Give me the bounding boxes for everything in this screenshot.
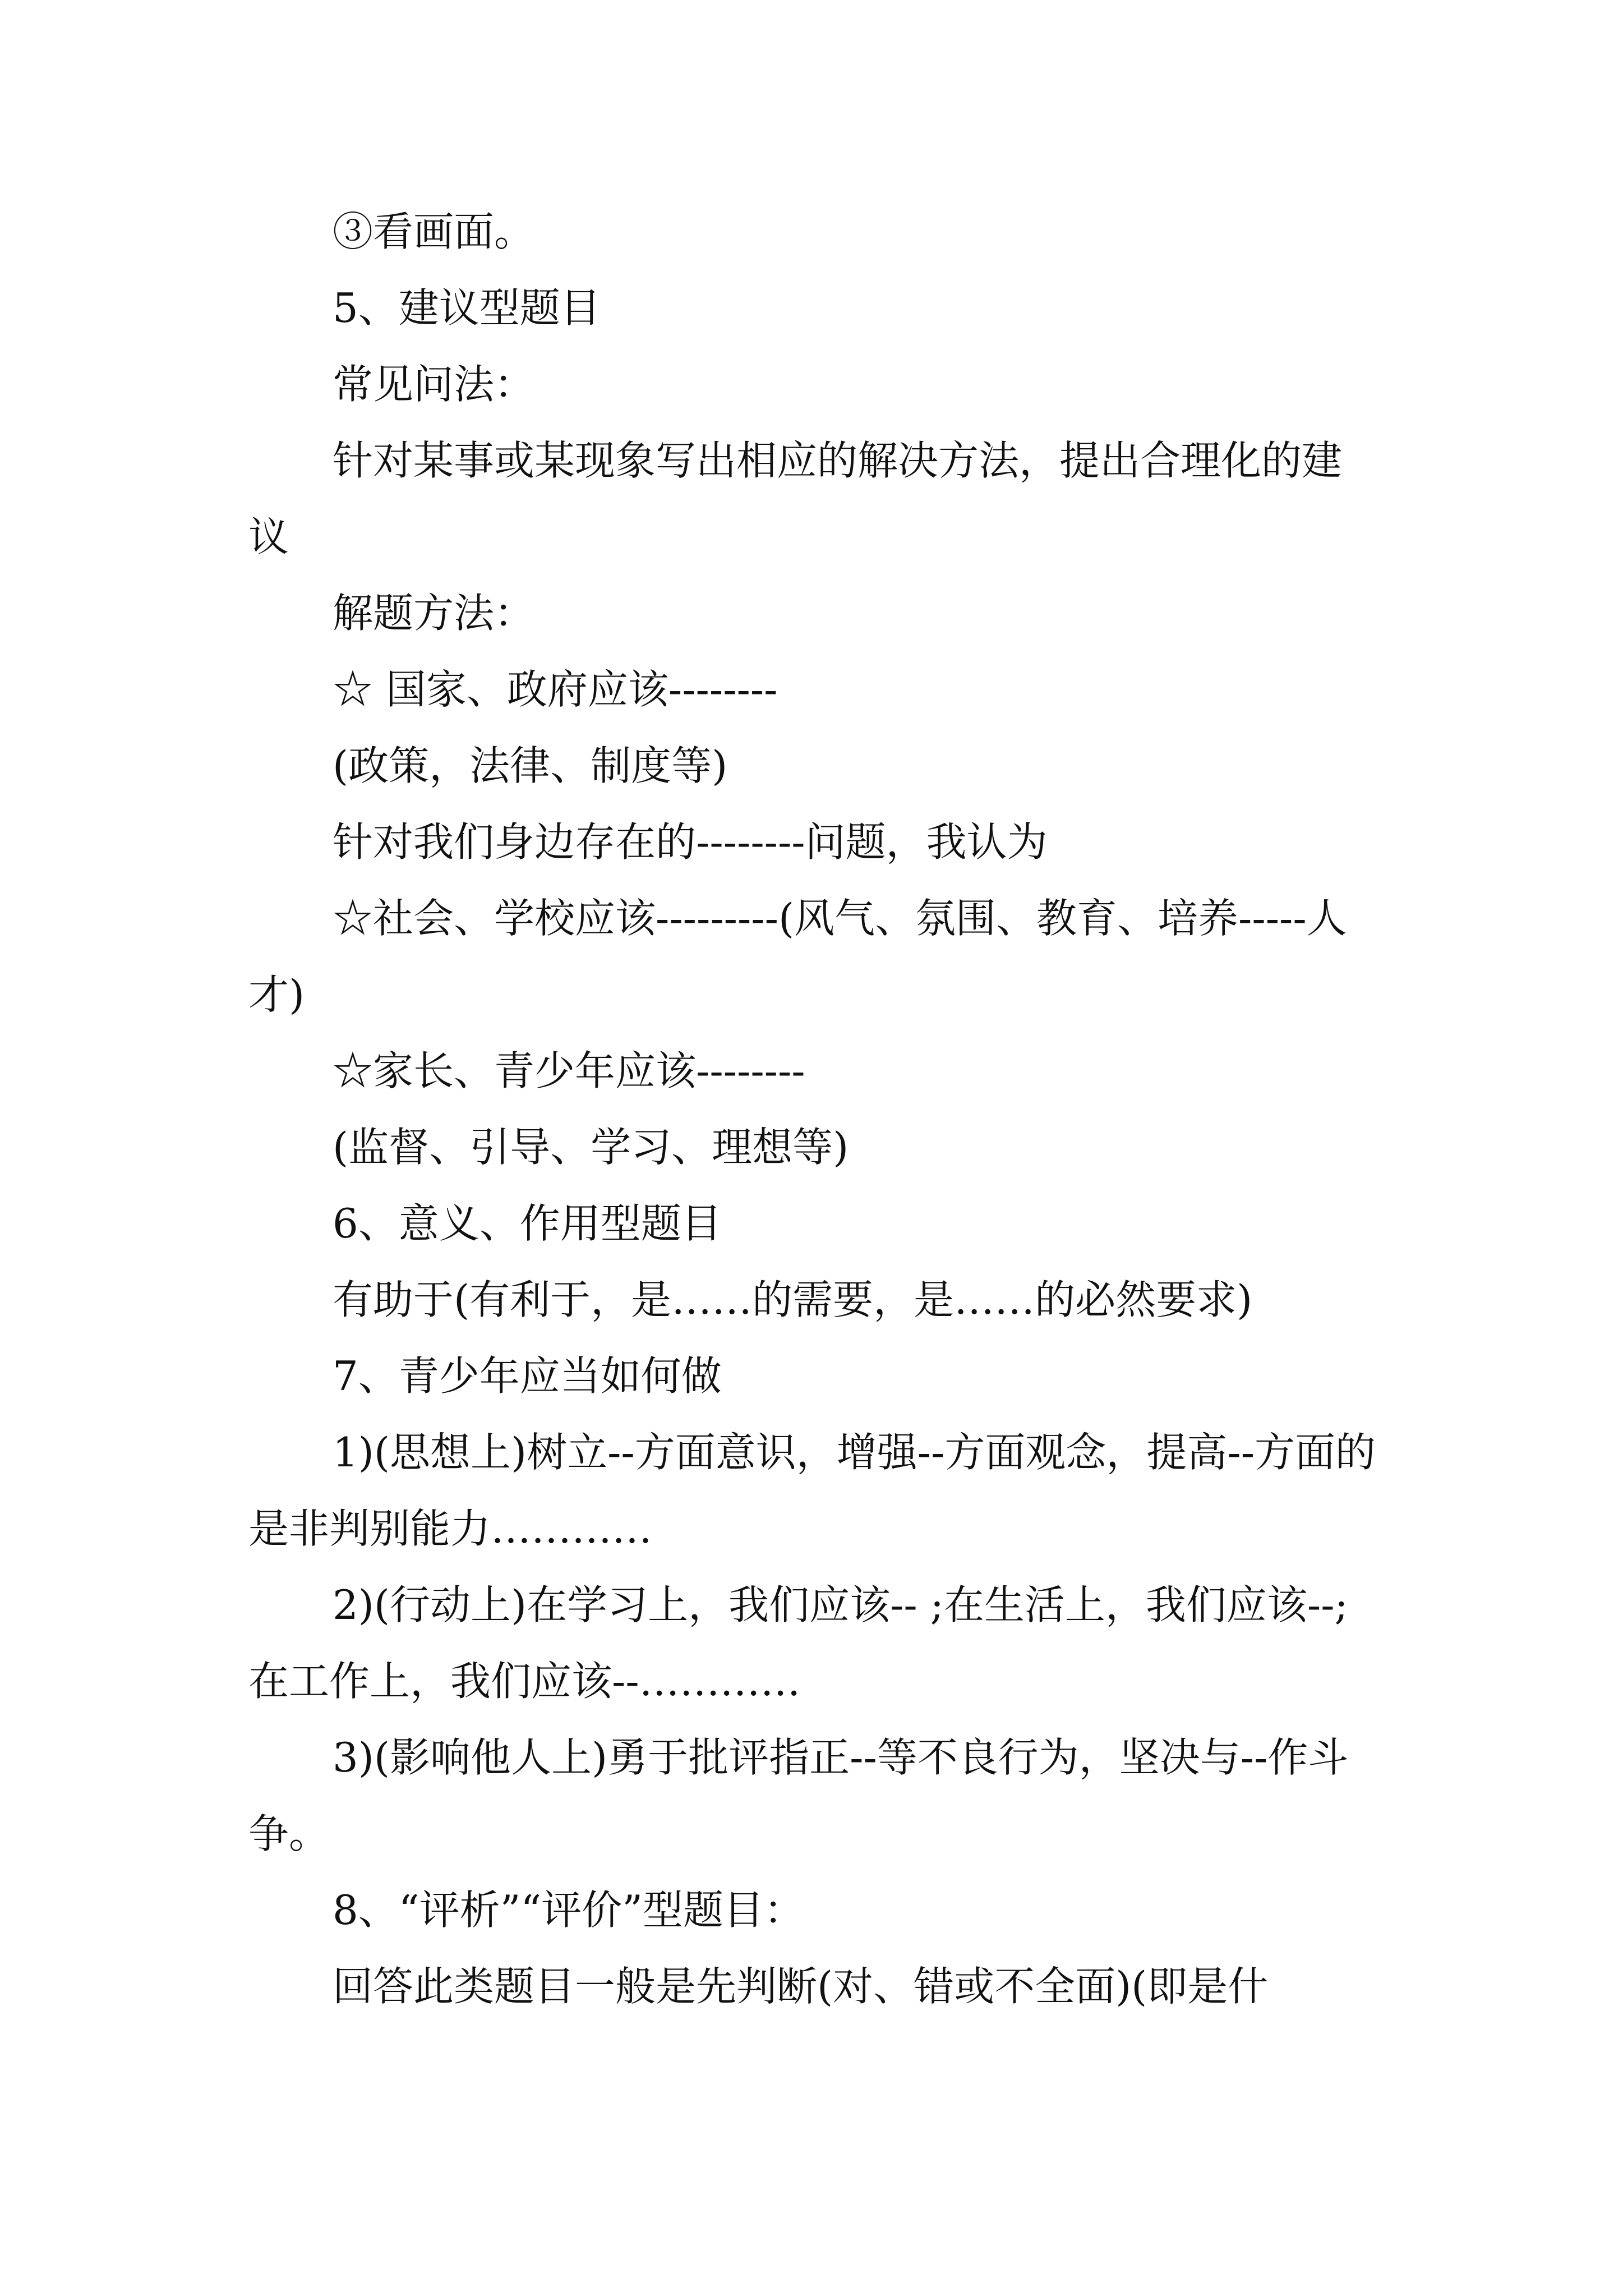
section-heading: 8、“评析”“评价”型题目： bbox=[333, 1887, 805, 1934]
list-item: ☆家长、青少年应该-------- bbox=[333, 1047, 805, 1094]
paragraph: ③看画面。 bbox=[333, 208, 535, 255]
paragraph: 常见问法： bbox=[333, 361, 535, 408]
section-heading: 7、青少年应当如何做 bbox=[333, 1352, 722, 1400]
list-item: 3)(影响他人上)勇于批评指正--等不良行为，坚决与--作斗争。 bbox=[248, 1734, 1349, 1857]
paragraph: (政策，法律、制度等) bbox=[333, 742, 728, 789]
section-heading: 6、意义、作用型题目 bbox=[333, 1200, 722, 1247]
document-body bbox=[248, 194, 1379, 2024]
list-item: ☆社会、学校应该---------(风气、氛围、教育、培养-----人才) bbox=[248, 895, 1347, 1018]
paragraph: 解题方法： bbox=[333, 590, 535, 637]
list-item: 1)(思想上)树立--方面意识，增强--方面观念，提高--方面的是非判别能力………… bbox=[248, 1429, 1376, 1552]
section-heading: 5、建议型题目 bbox=[333, 284, 601, 332]
paragraph: 有助于(有利于，是……的需要，是……的必然要求) bbox=[333, 1276, 1253, 1323]
paragraph: 针对某事或某现象写出相应的解决方法，提出合理化的建议 bbox=[248, 437, 1343, 560]
paragraph: 回答此类题目一般是先判断(对、错或不全面)(即是什 bbox=[333, 1963, 1269, 2010]
list-item: 2)(行动上)在学习上，我们应该-- ;在生活上，我们应该--;在工作上，我们应该--………… bbox=[248, 1581, 1348, 1705]
list-item: ☆ 国家、政府应该-------- bbox=[333, 666, 778, 713]
paragraph: (监督、引导、学习、理想等) bbox=[333, 1124, 849, 1171]
paragraph: 针对我们身边存在的--------问题，我认为 bbox=[333, 818, 1048, 866]
